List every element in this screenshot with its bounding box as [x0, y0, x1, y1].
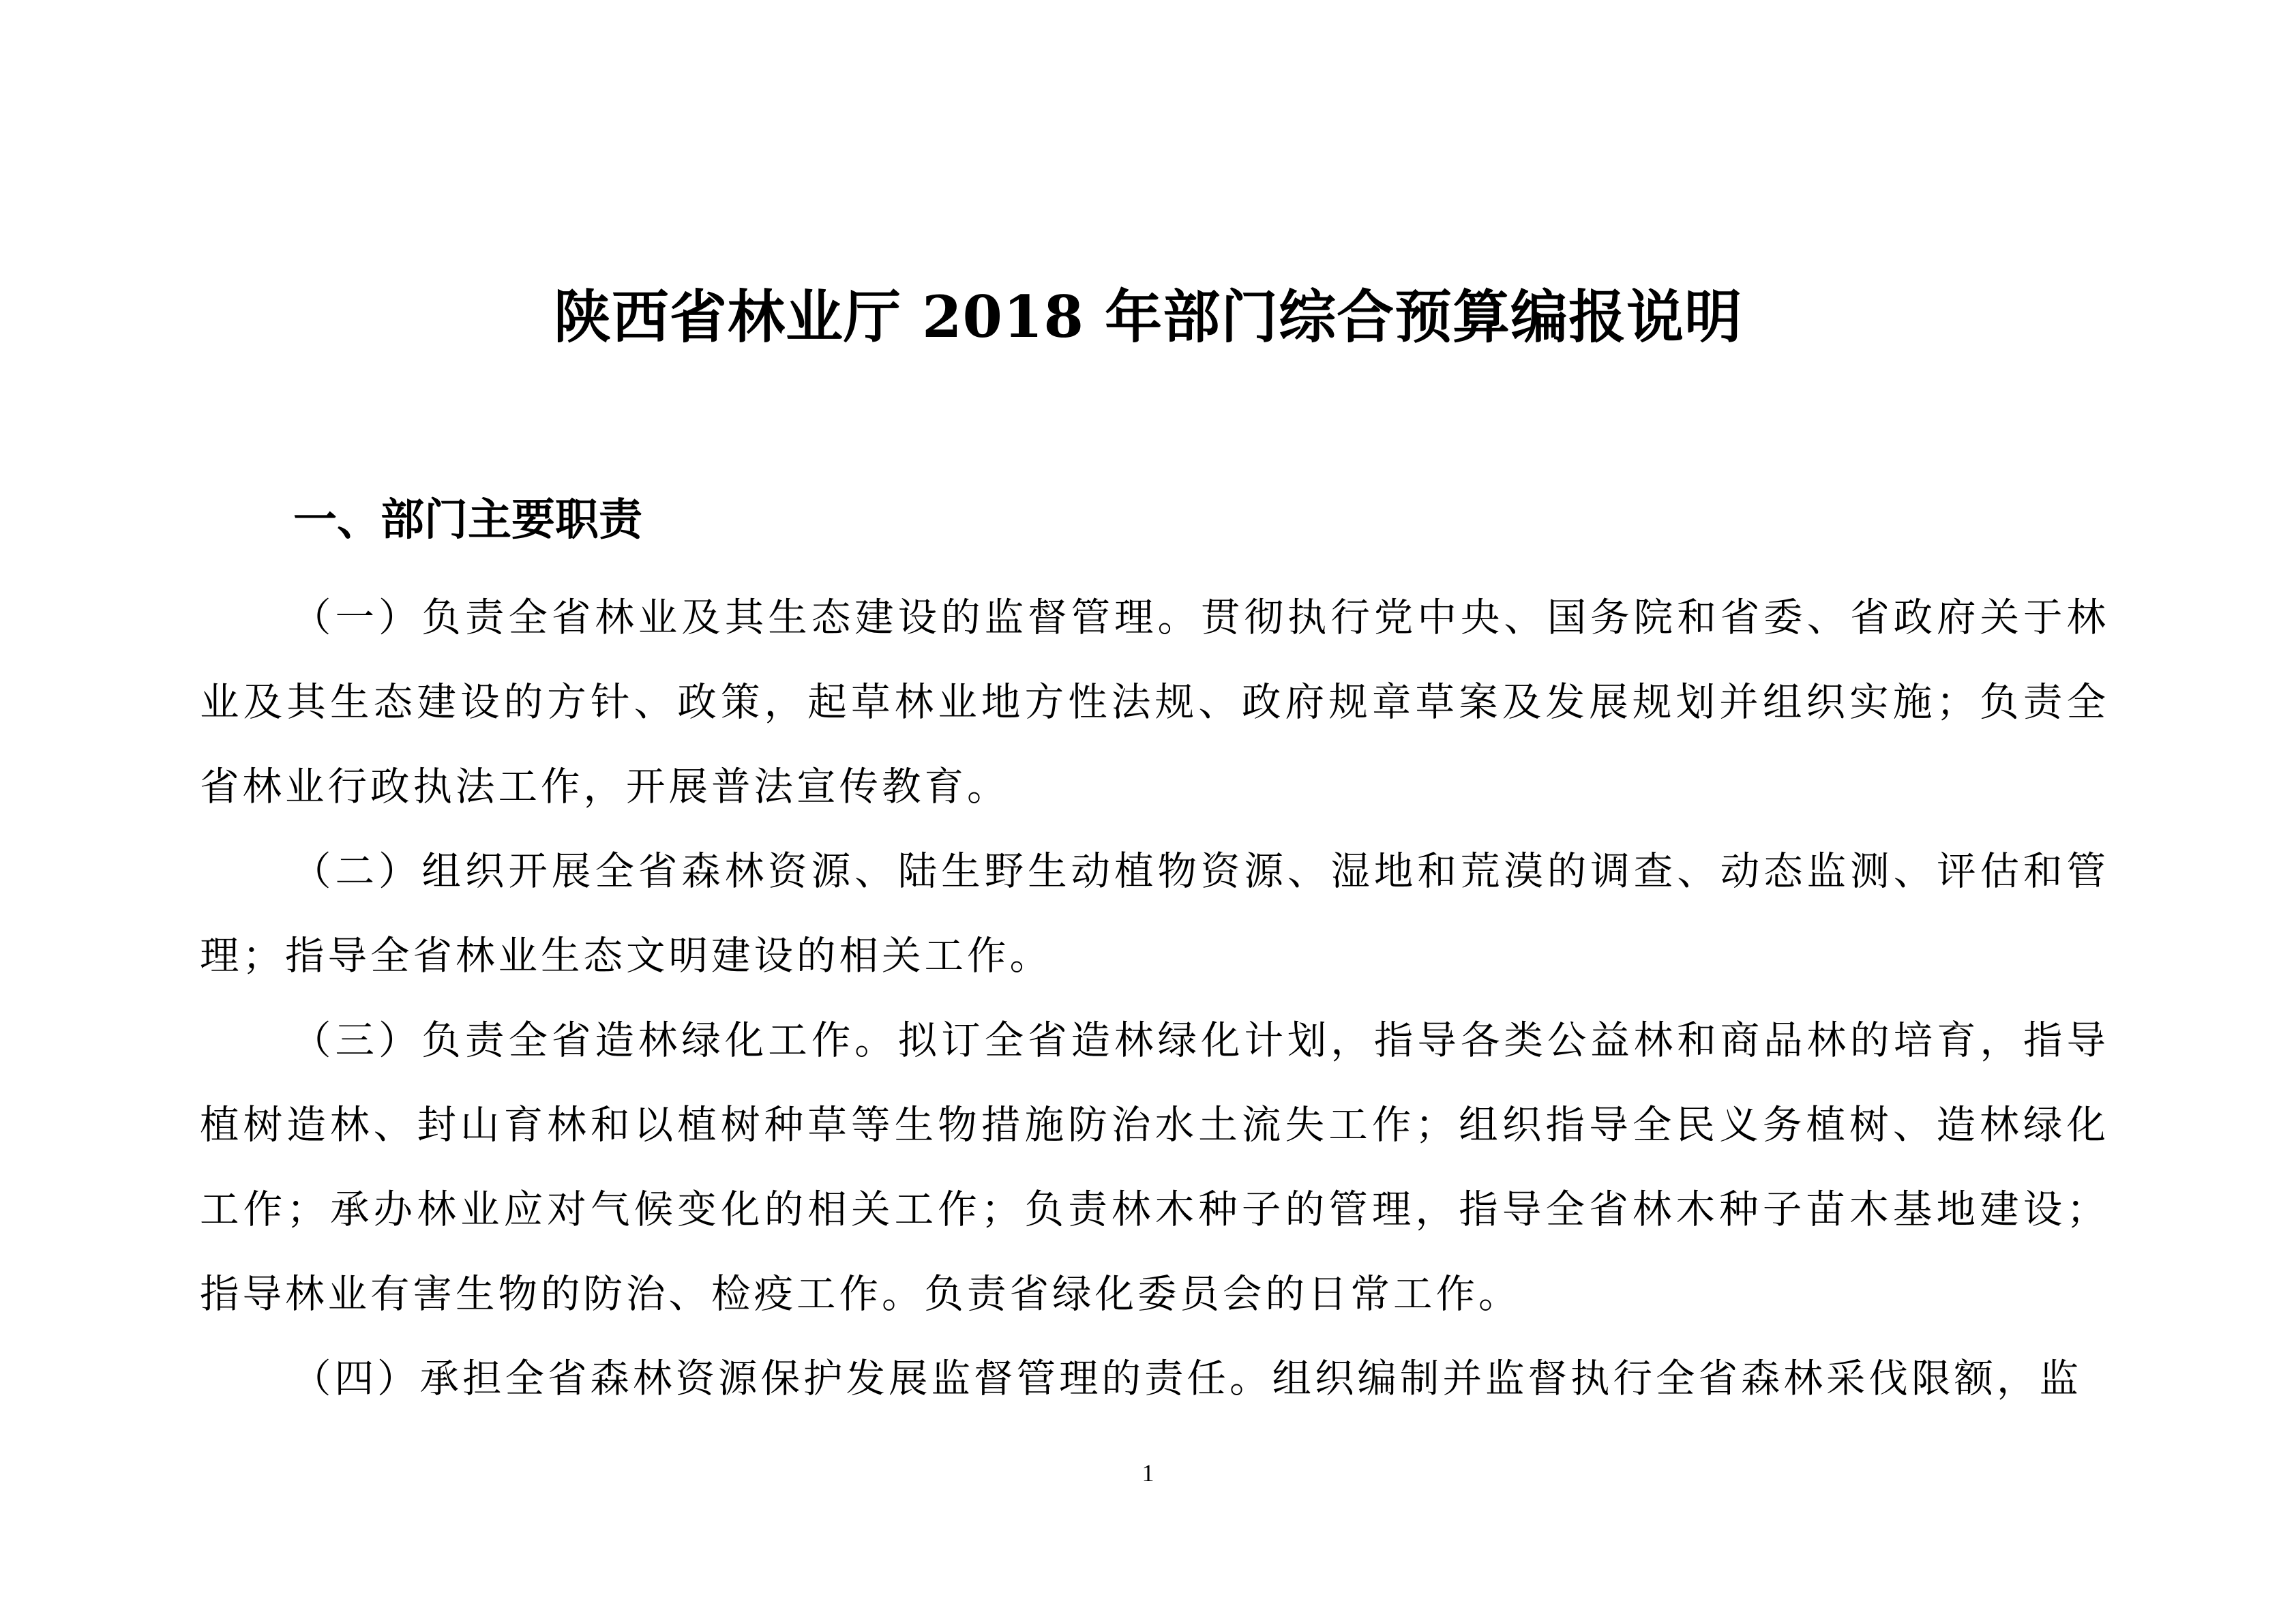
paragraph-3: （三）负责全省造林绿化工作。拟订全省造林绿化计划，指导各类公益林和商品林的培育，指导植树造林、封山育林和以植树种草等生物措施防治水土流失工作；组织指导全民义务植树、造林绿化工作；承办林业应对气候变化的相关工作；负责林木种子的管理，指导全省林木种子苗木基地建设；指导林业有害生物的防治、检疫工作。负责省绿化委员会的日常工作。 [200, 1017, 2109, 1317]
page-number: 1 [1142, 1459, 1154, 1487]
paragraph-2: （二）组织开展全省森林资源、陆生野生动植物资源、湿地和荒漠的调查、动态监测、评估和管理；指导全省林业生态文明建设的相关工作。 [200, 848, 2109, 979]
paragraph-4: （四）承担全省森林资源保护发展监督管理的责任。组织编制并监督执行全省森林采伐限额，监 [292, 1356, 2082, 1401]
paragraph-1: （一）负责全省林业及其生态建设的监督管理。贯彻执行党中央、国务院和省委、省政府关于林业及其生态建设的方针、政策，起草林业地方性法规、政府规章草案及发展规划并组织实施；负责全省林业行政执法工作，开展普法宣传教育。 [200, 595, 2109, 809]
document-title: 陕西省林业厅 2018 年部门综合预算编报说明 [553, 283, 1743, 351]
section-heading: 一、部门主要职责 [293, 495, 642, 546]
